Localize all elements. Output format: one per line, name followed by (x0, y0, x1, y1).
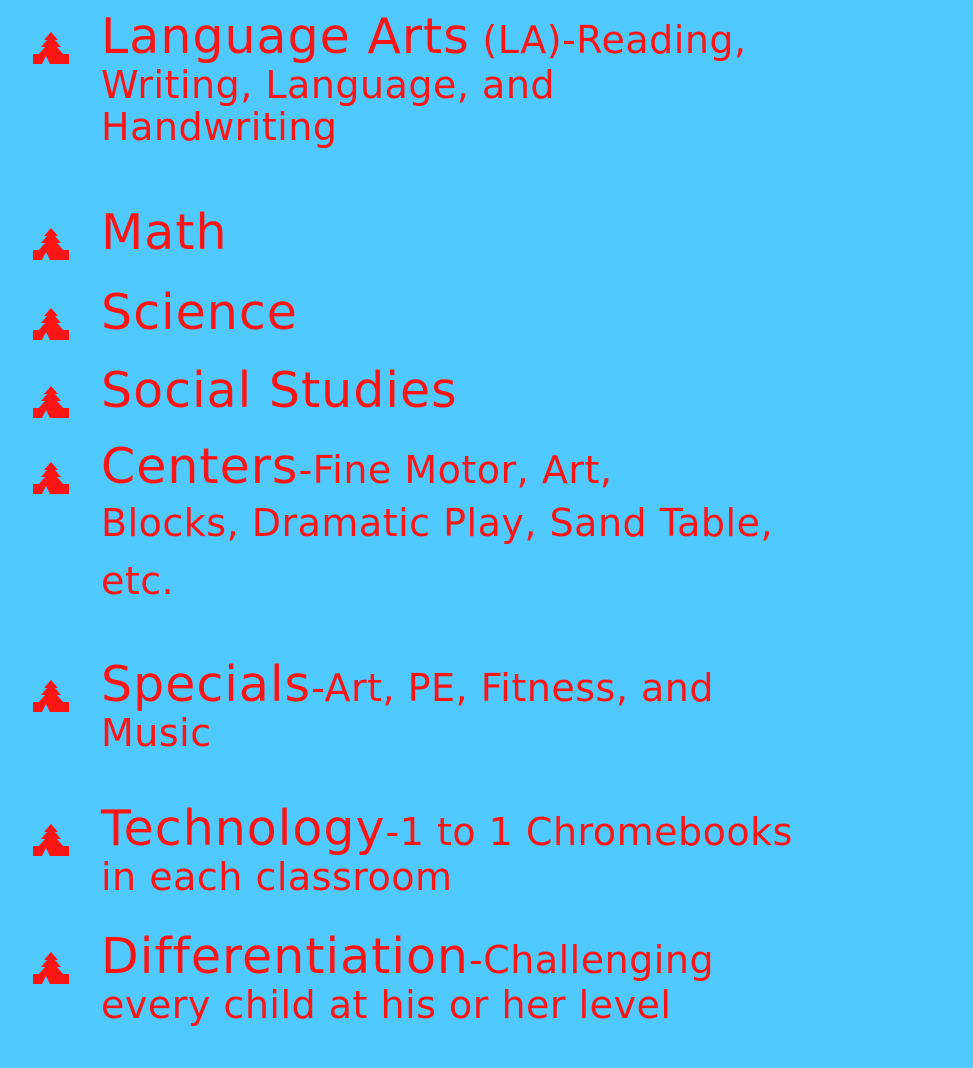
item-text (101, 284, 971, 341)
item-text (101, 362, 971, 419)
tree-house-icon (33, 384, 69, 418)
item-detail: every child at his or her level (101, 983, 672, 1027)
item-detail: (LA)-Reading, (469, 18, 747, 62)
item-text (101, 438, 971, 603)
tree-house-icon (33, 460, 69, 494)
tree-house-icon (33, 822, 69, 856)
item-detail: Blocks, Dramatic Play, Sand Table, (101, 501, 774, 545)
item-heading: Language Arts (101, 8, 470, 65)
item-detail: Music (101, 711, 212, 755)
item-heading: Social Studies (101, 362, 458, 419)
item-text (101, 204, 971, 261)
item-heading: Math (101, 204, 228, 261)
item-heading: Differentiation (101, 928, 469, 985)
item-heading: Technology (101, 800, 386, 857)
item-heading: Centers (101, 438, 299, 495)
item-detail: -Challenging (468, 938, 715, 982)
item-text (101, 800, 971, 899)
item-text (101, 8, 971, 149)
item-text (101, 656, 971, 755)
item-text (101, 928, 971, 1027)
item-heading: Science (101, 284, 298, 341)
item-detail: Writing, Language, and (101, 63, 556, 107)
tree-house-icon (33, 226, 69, 260)
item-detail: -Fine Motor, Art, (298, 448, 613, 492)
tree-house-icon (33, 306, 69, 340)
item-heading: Specials (101, 656, 312, 713)
tree-house-icon (33, 30, 69, 64)
tree-house-icon (33, 678, 69, 712)
tree-house-icon (33, 950, 69, 984)
item-detail: in each classroom (101, 855, 453, 899)
item-detail: etc. (101, 559, 175, 603)
item-detail: -1 to 1 Chromebooks (385, 810, 793, 854)
item-detail: -Art, PE, Fitness, and (311, 666, 714, 710)
item-detail: Handwriting (101, 105, 338, 149)
